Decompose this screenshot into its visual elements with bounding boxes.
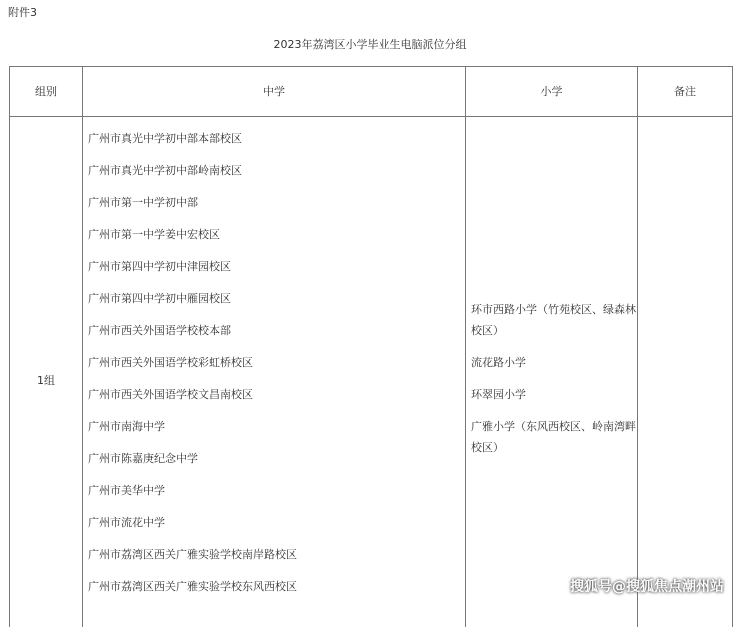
middle-school-item: 广州市荔湾区西关广雅实验学校南岸路校区 (88, 548, 297, 561)
middle-school-item: 广州市第一中学姜中宏校区 (88, 228, 220, 241)
middle-school-item: 广州市真光中学初中部岭南校区 (88, 164, 242, 177)
middle-school-item: 广州市西关外国语学校彩虹桥校区 (88, 356, 253, 369)
header-middle-school: 中学 (263, 85, 285, 98)
middle-school-item: 广州市西关外国语学校文昌南校区 (88, 388, 253, 401)
header-group: 组别 (35, 85, 57, 98)
primary-school-item: 广雅小学（东风西校区、岭南湾畔校区） (471, 420, 636, 454)
group-label: 1组 (37, 374, 55, 387)
column-divider (465, 67, 466, 627)
middle-school-item: 广州市流花中学 (88, 516, 165, 529)
primary-school-list (471, 299, 637, 469)
middle-school-item: 广州市真光中学初中部本部校区 (88, 132, 242, 145)
attachment-label: 附件3 (8, 6, 37, 19)
watermark: 搜狐号@搜狐焦点潮州站 (570, 579, 724, 595)
column-divider (637, 67, 638, 627)
middle-school-item: 广州市西关外国语学校校本部 (88, 324, 231, 337)
header-primary-school: 小学 (540, 85, 563, 98)
middle-school-item: 广州市南海中学 (88, 420, 165, 433)
middle-school-item: 广州市第一中学初中部 (88, 196, 198, 209)
middle-school-item: 广州市第四中学初中雁园校区 (88, 292, 231, 305)
middle-school-item: 广州市第四中学初中津园校区 (88, 260, 231, 273)
middle-school-item: 广州市荔湾区西关广雅实验学校东风西校区 (88, 580, 297, 593)
header-divider (10, 116, 732, 117)
middle-school-list (88, 131, 297, 611)
column-divider (82, 67, 83, 627)
primary-school-item: 环翠园小学 (471, 388, 526, 401)
header-note: 备注 (674, 85, 696, 98)
grouping-table (9, 66, 733, 627)
primary-school-item: 环市西路小学（竹苑校区、绿森林校区） (471, 303, 636, 337)
primary-school-item: 流花路小学 (471, 356, 526, 369)
middle-school-item: 广州市陈嘉庚纪念中学 (88, 452, 198, 465)
middle-school-item: 广州市美华中学 (88, 484, 165, 497)
document-title: 2023年荔湾区小学毕业生电脑派位分组 (273, 38, 467, 51)
